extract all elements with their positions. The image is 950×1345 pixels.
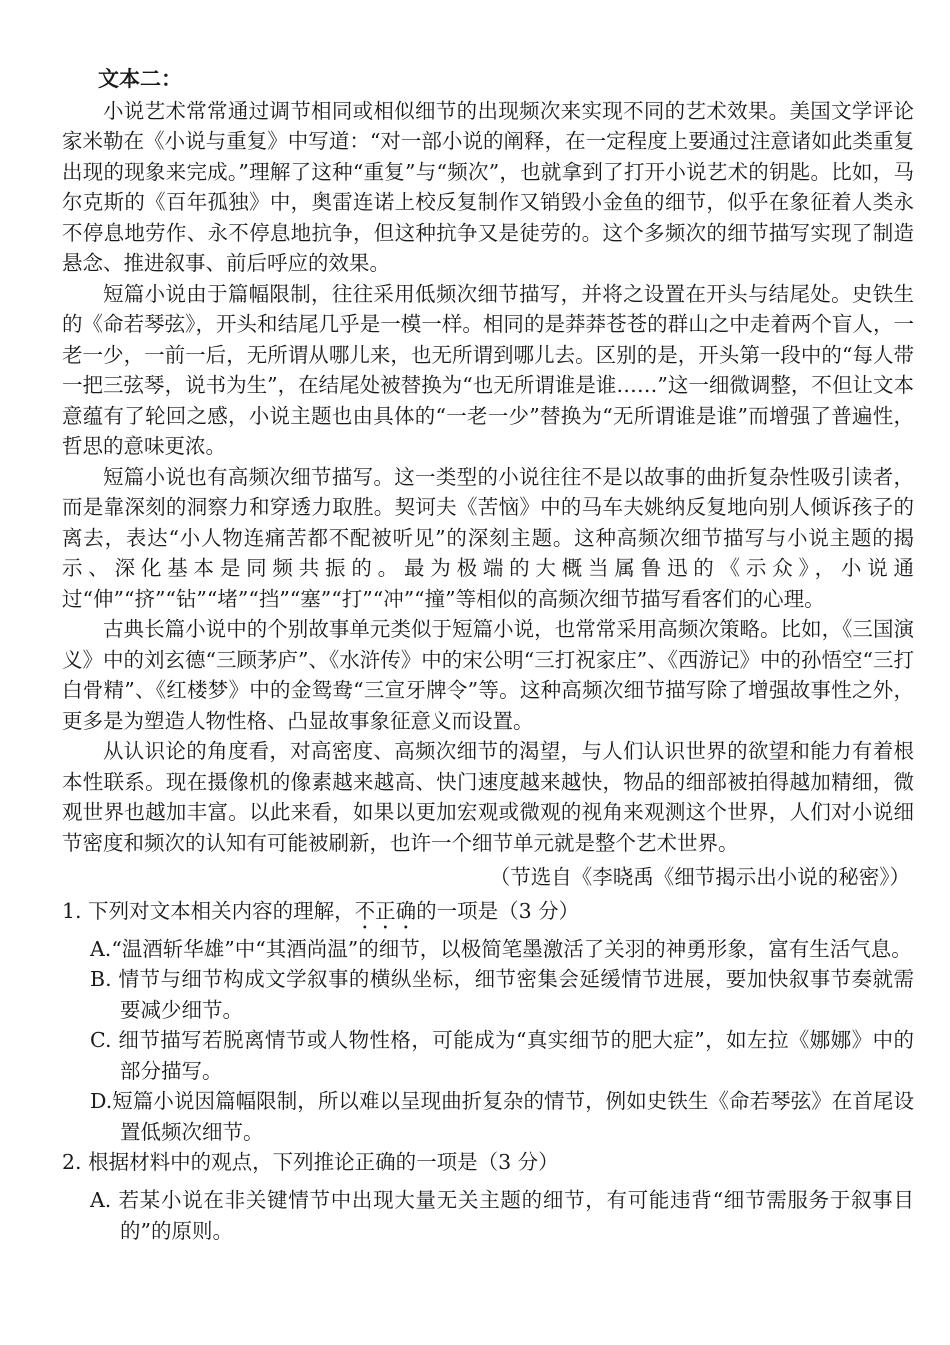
paragraph-1: 小说艺术常常通过调节相同或相似细节的出现频次来实现不同的艺术效果。美国文学评论家米勒在《小说与重复》中写道：“对一部小说的阐释，在一定程度上要通过注意诸如此类重复出现的现象来完成。”理解了这种“重复”与“频次”，也就拿到了打开小说艺术的钥匙。比如，马尔克斯的《百年孤独》中，奥雷连诺上校反复制作又销毁小金鱼的细节，似乎在象征着人类永不停息地劳作、永不停息地抗争，但这种抗争又是徒劳的。这个多频次的细节描写实现了制造悬念、推进叙事、前后呼应的效果。 xyxy=(62,98,914,275)
question-1-option-c: C. 细节描写若脱离情节或人物性格，可能成为“真实细节的肥大症”，如左拉《娜娜》中的部分描写。 xyxy=(90,1028,914,1083)
question-1-stem-after: 的一项是（3 分） xyxy=(416,898,580,923)
question-2-stem-before: 2. 根据材料中的观点，下列推论正确的一项是（3 分） xyxy=(62,1150,559,1174)
question-2-stem xyxy=(62,1147,914,1185)
paragraph-4: 古典长篇小说中的个别故事单元类似于短篇小说，也常常采用高频次策略。比如，《三国演义》中的刘玄德“三顾茅庐”、《水浒传》中的宋公明“三打祝家庄”、《西游记》中的孙悟空“三打白骨精”、《红楼梦》中的金鸳鸯“三宣牙牌令”等。这种高频次细节描写除了增强故事性之外，更多是为塑造人物性格、凸显故事象征意义而设置。 xyxy=(62,617,914,733)
question-1-option-b: B. 情节与细节构成文学叙事的横纵坐标，细节密集会延缓情节进展，要加快叙事节奏就需要减少细节。 xyxy=(90,967,914,1022)
paragraph-3: 短篇小说也有高频次细节描写。这一类型的小说往往不是以故事的曲折复杂性吸引读者，而是靠深刻的洞察力和穿透力取胜。契诃夫《苦恼》中的马车夫姚纳反复地向别人倾诉孩子的离去，表达“小人物连痛苦都不配被听见”的深刻主题。这种高频次细节描写与小说主题的揭示、深化基本是同频共振的。最为极端的大概当属鲁迅的《示众》，小说通过“伸”“挤”“钻”“堵”“挡”“塞”“打”“冲”“撞”等相似的高频次细节描写看客们的心理。 xyxy=(62,464,914,611)
exam-page xyxy=(62,64,914,1246)
question-1-stem-before: 1. 下列对文本相关内容的理解， xyxy=(62,898,355,923)
paragraph-2: 短篇小说由于篇幅限制，往往采用低频次细节描写，并将之设置在开头与结尾处。史铁生的《命若琴弦》，开头和结尾几乎是一模一样。相同的是莽莽苍苍的群山之中走着两个盲人，一老一少，一前一后，无所谓从哪儿来，也无所谓到哪儿去。区别的是，开头第一段中的“每人带一把三弦琴，说书为生”，在结尾处被替换为“也无所谓谁是谁……”这一细微调整，不但让文本意蕴有了轮回之感，小说主题也由具体的“一老一少”替换为“无所谓谁是谁”而增强了普遍性，哲思的意味更浓。 xyxy=(62,281,914,458)
source-citation: （节选自《李晓禹《细节揭示出小说的秘密》） xyxy=(489,865,910,889)
paragraph-5: 从认识论的角度看，对高密度、高频次细节的渴望，与人们认识世界的欲望和能力有着根本性联系。现在摄像机的像素越来越高、快门速度越来越快，物品的细部被拍得越加精细，微观世界也越加丰富。以此来看，如果以更加宏观或微观的视角来观测这个世界，人们对小说细节密度和频次的认知有可能被刷新，也许一个细节单元就是整个艺术世界。 xyxy=(62,739,914,855)
question-1-emphasis: 不正确 xyxy=(354,898,417,923)
question-1-stem xyxy=(62,896,914,934)
question-1-option-d: D.短篇小说因篇幅限制，所以难以呈现曲折复杂的情节，例如史铁生《命若琴弦》在首尾设置低频次细节。 xyxy=(90,1089,914,1144)
question-1-option-a: A.“温酒斩华雄”中“其酒尚温”的细节，以极简笔墨激活了关羽的神勇形象，富有生活气息。 xyxy=(90,936,912,961)
section-heading: 文本二： xyxy=(98,66,182,91)
question-2-option-a: A. 若某小说在非关键情节中出现大量无关主题的细节，有可能违背“细节需服务于叙事目的”的原则。 xyxy=(90,1188,914,1243)
